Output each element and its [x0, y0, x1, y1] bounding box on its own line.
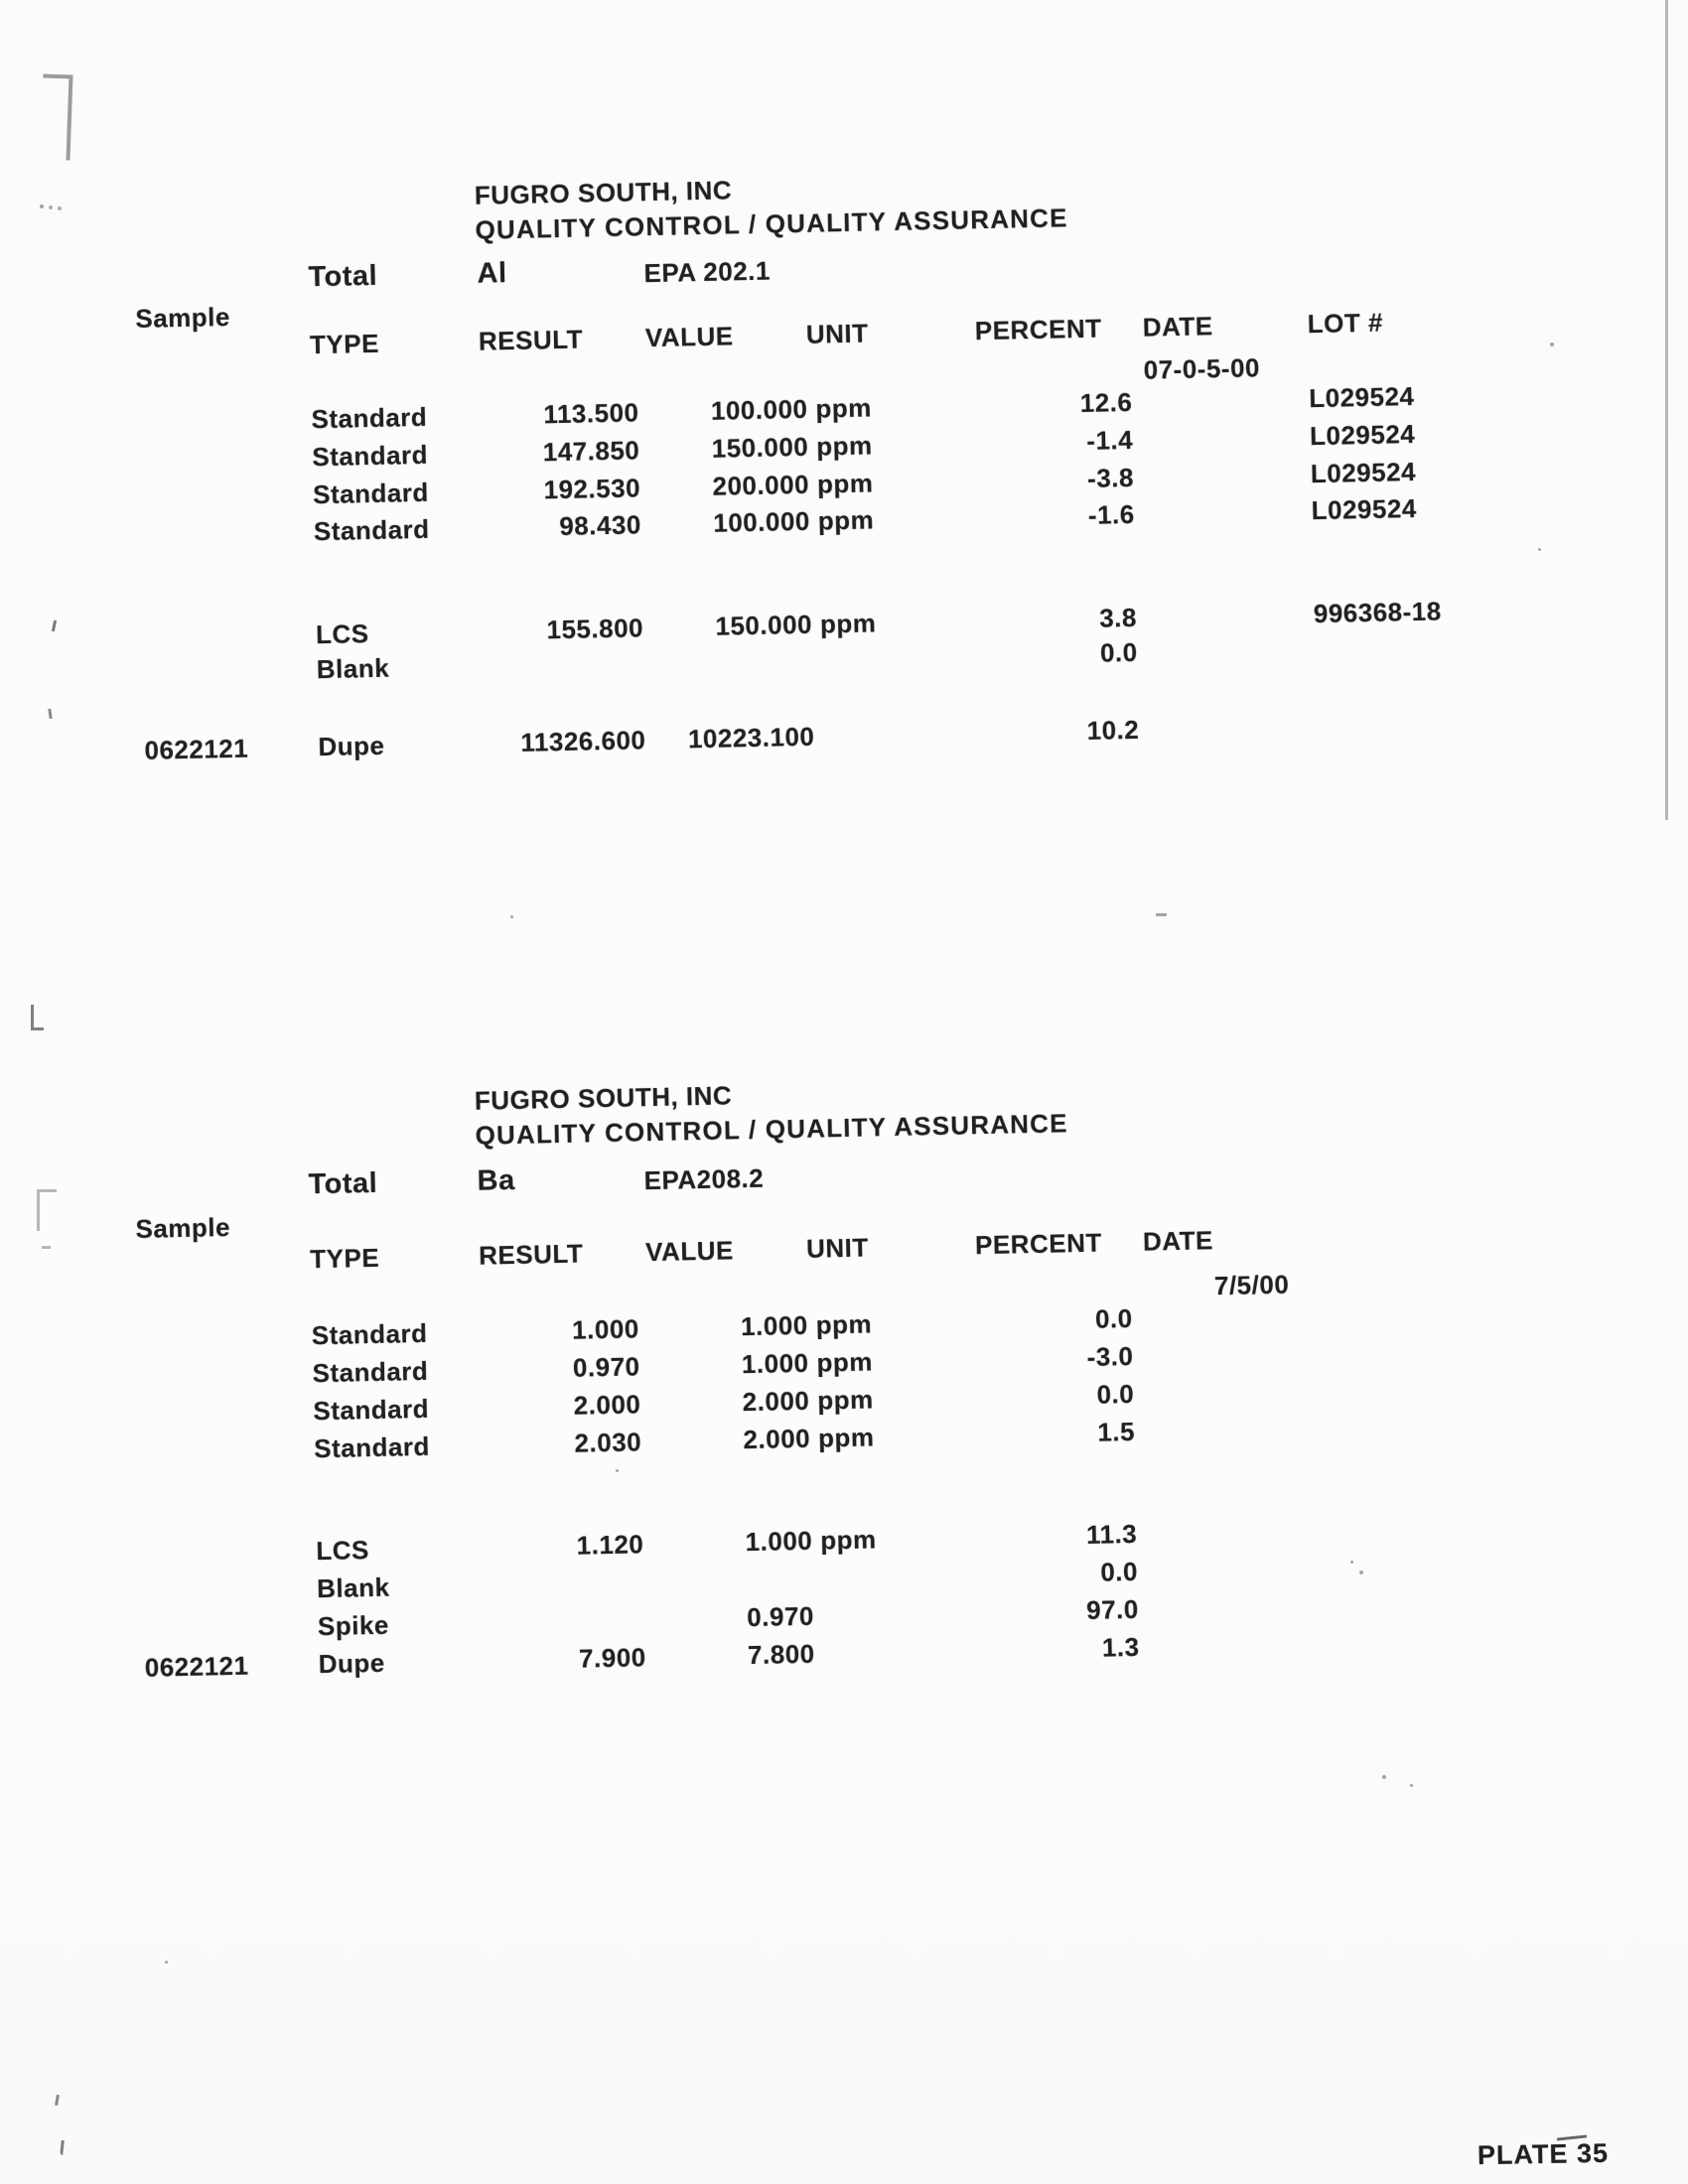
- expected-value: 2.000: [743, 1423, 811, 1455]
- analyte-line: [134, 1145, 1489, 1206]
- unit-value: ppm: [815, 392, 873, 424]
- expected-value: 200.000: [712, 469, 810, 501]
- scan-artifact: [165, 1961, 168, 1964]
- percent-diff: -3.0: [1086, 1340, 1134, 1372]
- qc-type: Standard: [312, 477, 430, 510]
- qc-type: Standard: [312, 439, 429, 473]
- result-value: 113.500: [543, 397, 639, 430]
- col-header-type: TYPE: [309, 328, 380, 360]
- qc-section-al: [0, 126, 1688, 796]
- sample-id: [138, 1358, 313, 1392]
- expected-value: 1.000: [740, 1309, 809, 1342]
- unit-value: ppm: [817, 1422, 875, 1453]
- percent-diff: 97.0: [1085, 1593, 1140, 1625]
- percent-diff: 10.2: [1086, 714, 1140, 746]
- col-header-percent: PERCENT: [974, 1227, 1103, 1261]
- percent-diff: 0.0: [1099, 636, 1138, 668]
- expected-value: 7.800: [747, 1638, 815, 1671]
- col-header-lot: LOT #: [1307, 307, 1384, 340]
- expected-value: 1.000: [741, 1347, 809, 1380]
- qc-type: LCS: [316, 1535, 370, 1567]
- qc-type: Dupe: [318, 1647, 386, 1680]
- qc-type: Standard: [312, 1355, 429, 1389]
- qc-type: LCS: [315, 618, 369, 650]
- analyte-symbol: Al: [477, 257, 507, 290]
- scan-artifact: [1382, 1775, 1386, 1779]
- result-value: 0.970: [572, 1351, 640, 1383]
- qc-type: Standard: [311, 401, 428, 435]
- scan-artifact: [31, 1005, 44, 1030]
- percent-diff: -3.8: [1086, 462, 1135, 493]
- lot-number: 996368-18: [1313, 596, 1442, 629]
- expected-value: 150.000: [715, 609, 813, 641]
- unit-value: [814, 1636, 924, 1668]
- scan-artifact: [1156, 913, 1167, 916]
- sample-column-label: Sample: [135, 1211, 231, 1244]
- percent-diff: 0.0: [1100, 1556, 1139, 1587]
- percent-diff: 0.0: [1094, 1302, 1133, 1334]
- expected-value: 0.970: [746, 1600, 815, 1633]
- epa-method: EPA208.2: [643, 1162, 765, 1196]
- percent-diff: 0.0: [1096, 1378, 1135, 1410]
- qc-type: Standard: [313, 513, 430, 547]
- percent-diff: 1.5: [1097, 1416, 1136, 1447]
- col-header-date: DATE: [1142, 311, 1213, 342]
- sample-id: [143, 1573, 318, 1607]
- result-value: 192.530: [543, 473, 641, 505]
- col-header-date: DATE: [1142, 1225, 1214, 1257]
- result-value: 7.900: [578, 1642, 646, 1674]
- sample-id: [137, 404, 312, 438]
- company-name: FUGRO SOUTH, INC: [474, 175, 733, 210]
- column-headers: [135, 301, 1491, 363]
- unit-value: ppm: [816, 1346, 874, 1378]
- result-value: 2.000: [573, 1389, 641, 1421]
- sample-id: [142, 1536, 317, 1570]
- col-header-result: RESULT: [478, 324, 584, 356]
- unit-value: [814, 1598, 924, 1630]
- expected-value: 2.000: [742, 1385, 810, 1418]
- expected-value: [643, 644, 813, 678]
- result-value: 1.120: [576, 1529, 644, 1561]
- total-label: Total: [308, 1166, 378, 1201]
- lot-number: L029524: [1308, 381, 1415, 414]
- lot-number: L029524: [1311, 492, 1418, 526]
- col-header-unit: UNIT: [805, 1232, 870, 1264]
- percent-diff: -1.6: [1087, 498, 1136, 530]
- qc-type: Blank: [316, 652, 390, 685]
- analysis-date: 07-0-5-00: [1143, 352, 1261, 385]
- report-title: QUALITY CONTROL / QUALITY ASSURANCE: [475, 1108, 1068, 1151]
- lot-number: L029524: [1310, 456, 1417, 489]
- scan-artifact: [1410, 1784, 1413, 1787]
- result-value: 155.800: [546, 613, 644, 645]
- qc-type: Dupe: [318, 730, 385, 762]
- result-value: 2.030: [574, 1427, 642, 1458]
- sample-id: [140, 516, 315, 550]
- scan-artifact: [41, 74, 73, 161]
- expected-value: 100.000: [713, 505, 811, 538]
- unit-value: ppm: [819, 1524, 877, 1556]
- expected-value: [644, 1564, 814, 1597]
- col-header-unit: UNIT: [805, 318, 869, 349]
- col-header-value: VALUE: [644, 321, 734, 353]
- sample-id: [143, 654, 318, 688]
- result-value: 1.000: [571, 1313, 640, 1345]
- sample-id: [138, 1320, 313, 1354]
- result-value: [477, 647, 644, 681]
- unit-value: [812, 641, 922, 673]
- analyte-symbol: Ba: [477, 1163, 515, 1197]
- sample-id: 0622121: [144, 733, 249, 765]
- scan-artifact: [60, 2140, 65, 2155]
- unit-value: ppm: [817, 504, 875, 536]
- expected-value: 1.000: [745, 1525, 813, 1558]
- total-label: Total: [308, 259, 378, 294]
- company-name: FUGRO SOUTH, INC: [474, 1080, 733, 1116]
- scan-artifact: [55, 2095, 60, 2106]
- expected-value: 150.000: [711, 431, 809, 464]
- unit-value: ppm: [816, 468, 874, 499]
- lot-number: [1308, 707, 1500, 741]
- lot-number: [1306, 629, 1498, 663]
- qc-type: Standard: [313, 1393, 430, 1427]
- sample-id: [138, 442, 313, 476]
- result-value: 11326.600: [520, 725, 646, 757]
- qc-type: Standard: [311, 1317, 428, 1351]
- sample-id: 0622121: [144, 1650, 249, 1683]
- report-title: QUALITY CONTROL / QUALITY ASSURANCE: [475, 203, 1068, 245]
- sample-id: [144, 1611, 319, 1645]
- qc-type: Spike: [317, 1609, 390, 1642]
- scan-artifact: [510, 915, 513, 918]
- table-row: [144, 707, 1499, 765]
- col-header-type: TYPE: [309, 1242, 380, 1275]
- expected-value: 10223.100: [687, 721, 815, 754]
- sample-id: [139, 1396, 314, 1430]
- col-header-value: VALUE: [644, 1235, 735, 1268]
- unit-value: [814, 719, 924, 751]
- result-value: [479, 1604, 646, 1638]
- analysis-date: 7/5/00: [1213, 1269, 1290, 1301]
- percent-diff: 1.3: [1101, 1631, 1140, 1663]
- unit-value: ppm: [816, 1384, 874, 1416]
- qc-type: Standard: [313, 1431, 431, 1464]
- percent-diff: -1.4: [1086, 424, 1134, 456]
- percent-diff: 11.3: [1085, 1518, 1138, 1550]
- result-value: 98.430: [558, 509, 642, 542]
- result-value: 147.850: [542, 435, 640, 468]
- col-header-percent: PERCENT: [974, 313, 1102, 346]
- sample-id: [139, 479, 314, 513]
- sample-id: [142, 619, 317, 653]
- sample-id: [140, 1433, 315, 1467]
- sample-column-label: Sample: [135, 301, 231, 334]
- percent-diff: 3.8: [1098, 602, 1138, 633]
- unit-value: ppm: [819, 608, 877, 639]
- col-header-result: RESULT: [478, 1238, 584, 1271]
- qc-type: Blank: [316, 1571, 390, 1604]
- lot-number: L029524: [1309, 419, 1416, 452]
- unit-value: ppm: [815, 1308, 873, 1340]
- epa-method: EPA 202.1: [643, 255, 772, 289]
- qc-section-ba: [0, 1029, 1688, 1719]
- result-value: [478, 1567, 645, 1600]
- percent-diff: 12.6: [1079, 386, 1133, 419]
- expected-value: 100.000: [710, 393, 808, 426]
- unit-value: [813, 1561, 923, 1592]
- plate-label: PLATE 35: [1477, 2137, 1610, 2171]
- unit-value: ppm: [815, 430, 873, 462]
- analyte-line: [134, 237, 1489, 299]
